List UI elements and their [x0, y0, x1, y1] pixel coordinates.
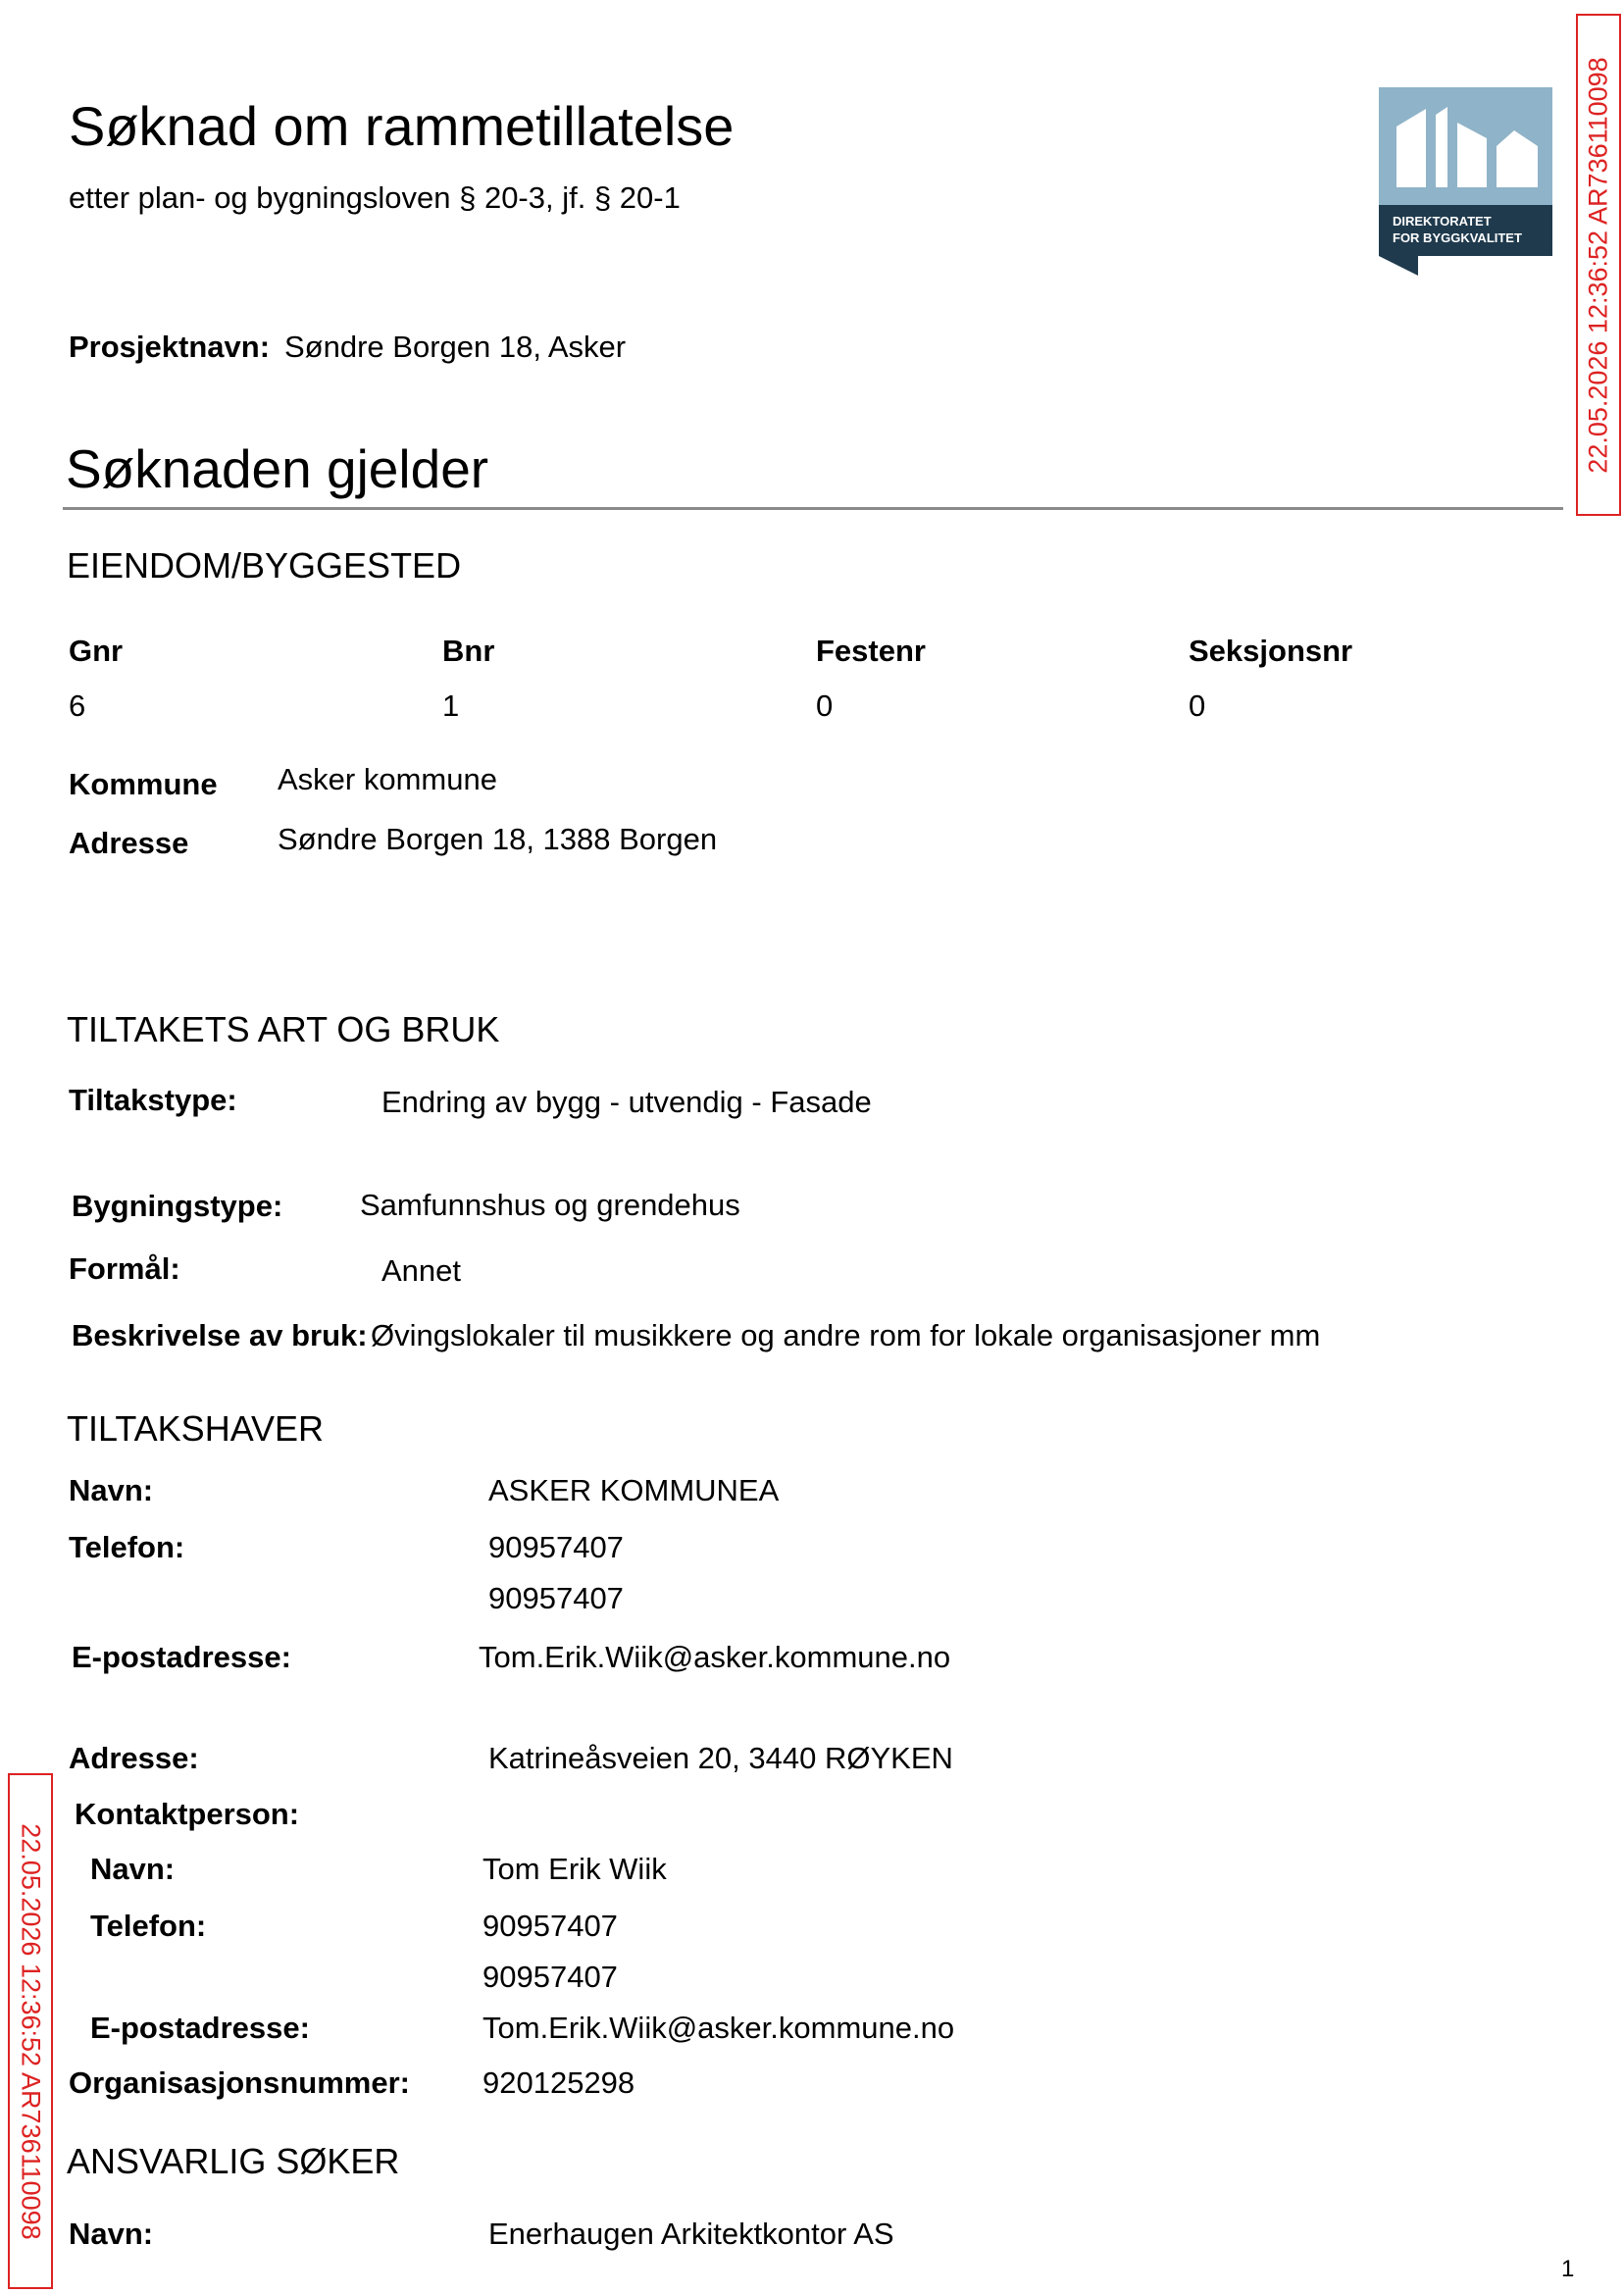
eiendom-heading: EIENDOM/BYGGESTED [67, 545, 462, 586]
timestamp-stamp-right: 22.05.2026 12:36:52 AR736110098 [1576, 14, 1621, 516]
th-adresse-value: Katrineåsveien 20, 3440 RØYKEN [488, 1741, 953, 1775]
ansvarlig-heading: ANSVARLIG SØKER [67, 2141, 400, 2181]
bnr-value: 1 [442, 688, 460, 723]
as-navn-value: Enerhaugen Arkitektkontor AS [488, 2217, 894, 2251]
gnr-label: Gnr [69, 634, 124, 668]
org-label: Organisasjonsnummer: [69, 2065, 410, 2100]
th-epost-value: Tom.Erik.Wiik@asker.kommune.no [479, 1640, 951, 1674]
seksjonsnr-label: Seksjonsnr [1189, 634, 1353, 668]
kp-navn-label: Navn: [90, 1852, 176, 1886]
tiltakshaver-heading: TILTAKSHAVER [67, 1408, 325, 1449]
adresse-value: Søndre Borgen 18, 1388 Borgen [278, 822, 718, 856]
kp-telefon-label: Telefon: [90, 1909, 207, 1943]
festenr-label: Festenr [816, 634, 926, 668]
tiltakstype-value: Endring av bygg - utvendig - Fasade [381, 1085, 872, 1119]
th-navn-label: Navn: [69, 1473, 154, 1507]
th-navn-value: ASKER KOMMUNEA [488, 1473, 780, 1507]
dibk-logo [1379, 87, 1552, 276]
gnr-value: 6 [69, 688, 86, 723]
adresse-label: Adresse [69, 826, 189, 860]
th-adresse-label: Adresse: [69, 1741, 199, 1775]
th-epost-label: E-postadresse: [72, 1640, 291, 1674]
th-telefon-2: 90957407 [488, 1581, 624, 1615]
tiltak-heading: TILTAKETS ART OG BRUK [67, 1009, 500, 1049]
document-title: Søknad om rammetillatelse [69, 95, 735, 157]
kp-telefon-1: 90957407 [482, 1909, 618, 1943]
th-telefon-1: 90957407 [488, 1530, 624, 1564]
kp-navn-value: Tom Erik Wiik [482, 1852, 667, 1886]
th-telefon-label: Telefon: [69, 1530, 185, 1564]
bruk-value: Øvingslokaler til musikkere og andre rom for lokale organisasjoner mm [371, 1318, 1321, 1352]
festenr-value: 0 [816, 688, 834, 723]
kommune-label: Kommune [69, 767, 218, 801]
heading-divider [63, 507, 1563, 510]
tiltakstype-label: Tiltakstype: [69, 1083, 237, 1117]
page-number: 1 [1561, 2256, 1575, 2282]
kp-telefon-2: 90957407 [482, 1960, 618, 1994]
seksjonsnr-value: 0 [1189, 688, 1206, 723]
document-subtitle: etter plan- og bygningsloven § 20-3, jf. § 20-1 [69, 180, 681, 215]
logo-line2: FOR BYGGKVALITET [1393, 230, 1522, 245]
kp-epost-label: E-postadresse: [90, 2011, 310, 2045]
kontaktperson-label: Kontaktperson: [75, 1797, 300, 1831]
kp-epost-value: Tom.Erik.Wiik@asker.kommune.no [482, 2011, 955, 2045]
formal-label: Formål: [69, 1251, 180, 1286]
as-navn-label: Navn: [69, 2217, 154, 2251]
project-label: Prosjektnavn: [69, 330, 271, 364]
bruk-label: Beskrivelse av bruk: [72, 1318, 368, 1352]
bnr-label: Bnr [442, 634, 495, 668]
formal-value: Annet [381, 1253, 462, 1288]
kommune-value: Asker kommune [278, 762, 497, 796]
bygningstype-value: Samfunnshus og grendehus [360, 1188, 740, 1222]
logo-line1: DIREKTORATET [1393, 214, 1492, 229]
bygningstype-label: Bygningstype: [72, 1189, 283, 1223]
project-value: Søndre Borgen 18, Asker [284, 330, 627, 364]
timestamp-stamp-left: 22.05.2026 12:36:52 AR736110098 [8, 1773, 53, 2289]
org-value: 920125298 [482, 2065, 635, 2100]
section-heading: Søknaden gjelder [66, 438, 489, 499]
